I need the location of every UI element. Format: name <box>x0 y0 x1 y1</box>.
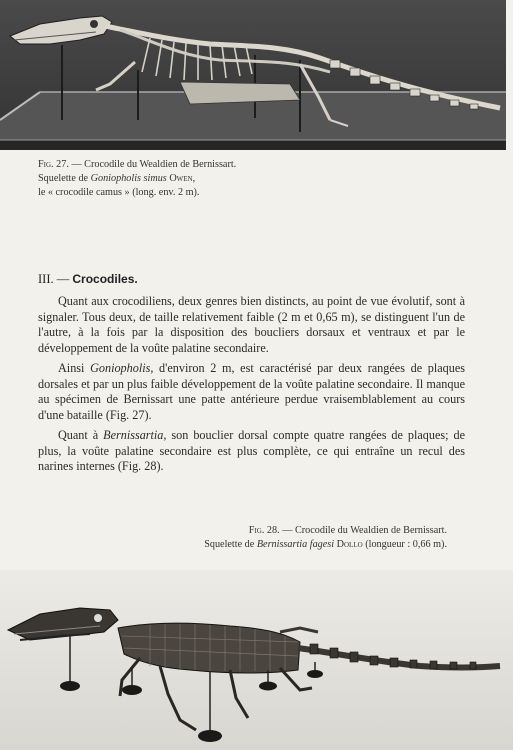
genus-bernissartia: Bernissartia <box>103 428 164 442</box>
paragraph-2 <box>38 361 465 423</box>
paragraph-3-start: Quant à <box>58 428 104 442</box>
section-number: III. — <box>38 272 73 286</box>
paragraph-1: Quant aux crocodiliens, deux genres bien distincts, au point de vue évolutif, sont à signaler. Tous deux, de taille relativement faible (2 m et 0,65 m), se distinguent l'un de l'autre, à la fois par la disposition des boucliers dorsaux et ventraux et par le développement de la voûte palatine secondaire. <box>38 294 465 355</box>
figure-27-species-name: Goniopholis simus <box>90 173 167 184</box>
figure-27-title: — Crocodile du Wealdien de Bernissart. <box>68 159 237 170</box>
figure-28-caption-line-1 <box>27 524 447 538</box>
figure-28-title: — Crocodile du Wealdien de Bernissart. <box>279 525 447 536</box>
figure-28-author: Dollo <box>334 539 363 550</box>
paragraph-2-rest: , d'environ 2 m, est caractérisé par deux rangées de plaques dorsales et par un plus faible développement de la voûte palatine secondaire. Il manque au spécimen de Bernissart une patte antérieure perdue vraisemblablement au cours d'une bataille (Fig. 27). <box>38 361 465 422</box>
figure-27-caption-line-1 <box>38 158 458 172</box>
figure-28-caption-text: Squelette de <box>204 539 257 550</box>
figure-27-author: Owen, <box>166 173 196 184</box>
figure-27-photo <box>0 0 506 150</box>
figure-28-caption-line-2 <box>27 538 447 552</box>
figure-28-photo <box>0 570 513 750</box>
figure-27-label: Fig. 27. <box>38 159 69 170</box>
section-heading <box>38 272 138 287</box>
section-title: Crocodiles. <box>72 272 138 286</box>
bernissartia-skeleton-image <box>0 570 513 750</box>
figure-28-caption <box>27 524 447 552</box>
paragraph-3 <box>38 428 465 475</box>
paragraph-3-rest: , son bouclier dorsal compte quatre rangées de plaques; de plus, la voûte palatine secondaire est plus complète, ce qui entraîne un recul des narines internes (Fig. 28). <box>38 428 465 473</box>
body-text <box>38 294 465 480</box>
figure-28-length: (longueur : 0,66 m). <box>362 539 447 550</box>
genus-goniopholis: Goniopholis <box>90 361 151 375</box>
paragraph-2-start: Ainsi <box>58 361 91 375</box>
figure-27-caption-line-2 <box>38 172 458 186</box>
figure-27-caption-text: Squelette de <box>38 173 91 184</box>
figure-27-caption <box>38 158 458 200</box>
figure-28-label: Fig. 28. <box>248 525 280 536</box>
figure-28-species-name: Bernissartia fagesi <box>256 539 335 550</box>
figure-27-caption-line-3: le « crocodile camus » (long. env. 2 m). <box>38 187 200 198</box>
goniopholis-skeleton-image <box>0 0 506 150</box>
